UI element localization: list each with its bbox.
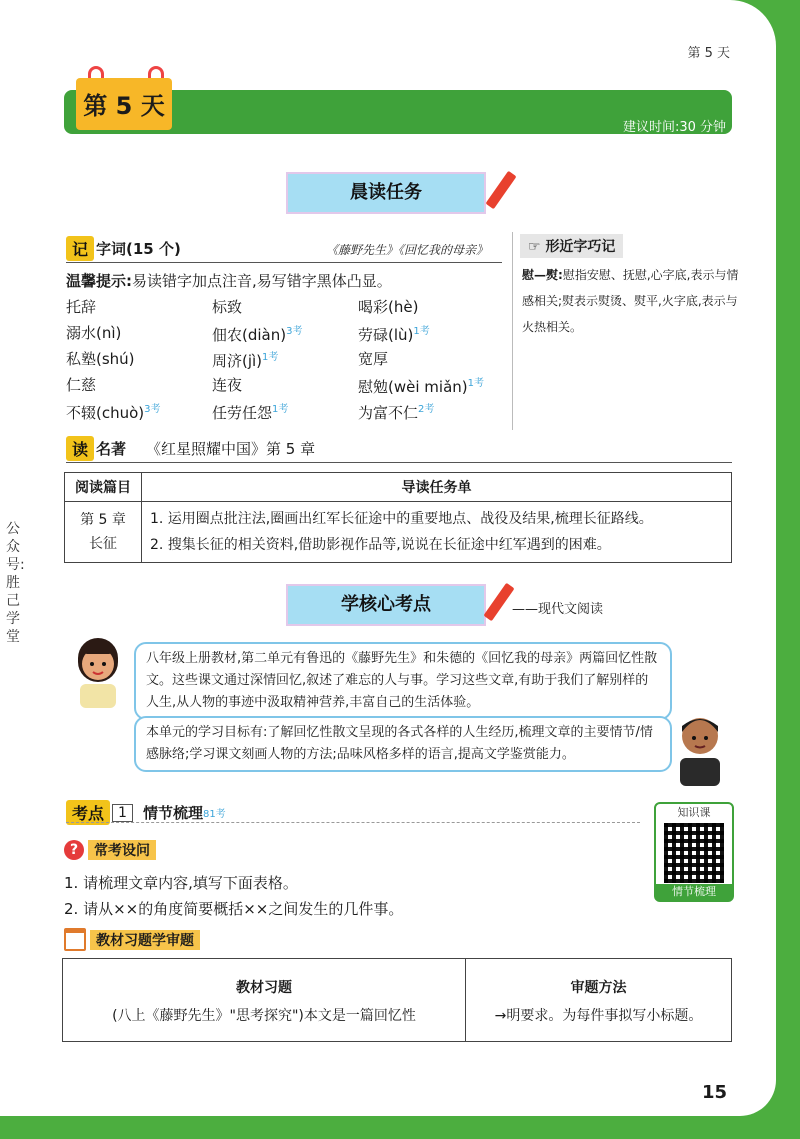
word-text: 标致 <box>212 298 243 316</box>
divider <box>66 262 502 263</box>
textbook-col1-text: (八上《藤野先生》"思考探究")本文是一篇回忆性 <box>112 1008 416 1024</box>
word-item <box>66 374 96 395</box>
word-text: 慰勉(wèi miǎn) <box>358 378 468 396</box>
word-sup: 3考 <box>286 326 303 337</box>
textbook-col2 <box>466 959 732 1042</box>
reading-chapter-name: 长征 <box>89 536 117 552</box>
word-text: 周济(jì) <box>212 352 263 370</box>
divider <box>66 462 732 463</box>
word-item <box>66 348 135 369</box>
day-tab: 第 5 天 <box>76 78 172 130</box>
textbook-heading <box>64 928 200 951</box>
words-heading: 字词(15 个) <box>96 240 181 258</box>
similar-title: 慰—熨: <box>522 268 563 282</box>
word-sup: 2考 <box>418 404 435 415</box>
header-day-label: 第 5 天 <box>687 46 730 61</box>
qr-top-label: 知识课 <box>677 806 711 819</box>
tip-label: 温馨提示: <box>66 272 132 290</box>
word-sup: 1考 <box>413 326 430 337</box>
word-text: 佃农(diàn) <box>212 326 287 344</box>
word-item <box>212 296 242 317</box>
suggest-time: 建议时间:30 分钟 <box>622 120 726 135</box>
reading-task: 2. 搜集长征的相关资料,借助影视作品等,说说在长征途中红军遇到的困难。 <box>150 537 611 553</box>
point-tag: 考点 <box>66 800 110 825</box>
textbook-col1 <box>63 959 466 1042</box>
similar-heading <box>520 234 623 258</box>
word-text: 劳碌(lù) <box>358 326 414 344</box>
word-item <box>212 348 278 371</box>
word-sup: 1考 <box>262 352 279 363</box>
word-text: 连夜 <box>212 376 243 394</box>
similar-heading-label: 形近字巧记 <box>545 239 616 255</box>
read-book: 《红星照耀中国》第 5 章 <box>146 440 316 458</box>
word-item <box>212 374 242 395</box>
word-text: 不辍(chuò) <box>66 404 145 422</box>
word-text: 为富不仁 <box>358 404 419 422</box>
qr-code[interactable] <box>661 820 727 886</box>
core-title: 学核心考点 <box>286 584 486 626</box>
common-heading-label: 常考设问 <box>88 840 156 860</box>
textbook-heading-label: 教材习题学审题 <box>90 930 200 950</box>
read-label: 名著 <box>96 440 127 458</box>
word-item <box>212 400 288 423</box>
calendar-icon <box>64 928 86 951</box>
reading-col1-header: 阅读篇目 <box>65 473 142 502</box>
word-item <box>358 348 388 369</box>
similar-body <box>522 262 740 340</box>
word-item <box>358 400 434 423</box>
point-title: 情节梳理 <box>142 804 203 822</box>
word-item <box>66 400 161 423</box>
word-item <box>358 322 430 345</box>
word-text: 私塾(shú) <box>66 350 135 368</box>
word-item <box>66 296 96 317</box>
textbook-col1-head: 教材习题 <box>236 980 292 996</box>
common-item: 1. 请梳理文章内容,填写下面表格。 <box>64 874 298 892</box>
word-text: 任劳任怨 <box>212 404 273 422</box>
point-sup: 81考 <box>202 809 226 820</box>
common-heading <box>64 840 156 860</box>
boy-avatar <box>672 708 728 788</box>
reading-col2-header: 导读任务单 <box>142 473 732 502</box>
core-subtitle: ——现代文阅读 <box>512 602 604 617</box>
qr-card[interactable] <box>654 802 734 902</box>
reading-task: 1. 运用圈点批注法,圈画出红军长征途中的重要地点、战役及结果,梳理长征路线。 <box>150 511 653 527</box>
textbook-col2-text: →明要求。为每件事拟写小标题。 <box>494 1008 703 1024</box>
word-sup: 1考 <box>467 378 484 389</box>
tip-line <box>66 270 392 291</box>
girl-avatar <box>70 634 126 710</box>
common-item: 2. 请从××的角度简要概括××之间发生的几件事。 <box>64 900 404 918</box>
reading-table <box>64 472 732 563</box>
words-source: 《藤野先生》《回忆我的母亲》 <box>326 243 489 257</box>
word-item <box>358 374 484 397</box>
word-text: 溺水(nì) <box>66 324 122 342</box>
read-tag: 读 <box>66 436 94 461</box>
word-sup: 1考 <box>272 404 289 415</box>
word-text: 托辞 <box>66 298 97 316</box>
reading-chapter: 第 5 章 <box>80 512 126 528</box>
goal-bubble: 本单元的学习目标有:了解回忆性散文呈现的各式各样的人生经历,梳理文章的主要情节/情感脉络;学习课文刻画人物的方法;品味风格多样的语言,提高文学鉴赏能力。 <box>134 716 672 772</box>
words-tag: 记 <box>66 236 94 261</box>
hand-icon: ☞ <box>528 239 541 255</box>
divider <box>512 232 513 430</box>
textbook-table <box>62 958 732 1042</box>
question-icon: ? <box>64 840 84 860</box>
word-text: 喝彩(hè) <box>358 298 419 316</box>
word-sup: 3考 <box>144 404 161 415</box>
word-text: 宽厚 <box>358 350 389 368</box>
word-text: 仁慈 <box>66 376 97 394</box>
word-item <box>212 322 302 345</box>
page-number: 15 <box>702 1082 728 1103</box>
reading-chapter-cell <box>65 502 142 563</box>
word-item <box>358 296 418 317</box>
word-item <box>66 322 121 343</box>
similar-text: 慰指安慰、抚慰,心字底,表示与情感相关;熨表示熨烫、熨平,火字底,表示与火热相关。 <box>522 268 739 334</box>
divider <box>66 822 640 823</box>
reading-tasks-cell <box>142 502 732 563</box>
morning-task-title: 晨读任务 <box>286 172 486 214</box>
textbook-col2-head: 审题方法 <box>570 980 627 996</box>
tip-text: 易读错字加点注音,易写错字黑体凸显。 <box>132 272 392 290</box>
intro-bubble: 八年级上册教材,第二单元有鲁迅的《藤野先生》和朱德的《回忆我的母亲》两篇回忆性散文。这些课文通过深情回忆,叙述了难忘的人与事。学习这些文章,有助于我们了解别样的人生,从人物的事迹中汲取精神营养,丰富自己的生活体验。 <box>134 642 672 720</box>
point-number: 1 <box>112 804 133 822</box>
qr-bottom-label: 情节梳理 <box>656 884 732 900</box>
side-watermark: 公众号:胜己学堂 <box>6 521 25 645</box>
